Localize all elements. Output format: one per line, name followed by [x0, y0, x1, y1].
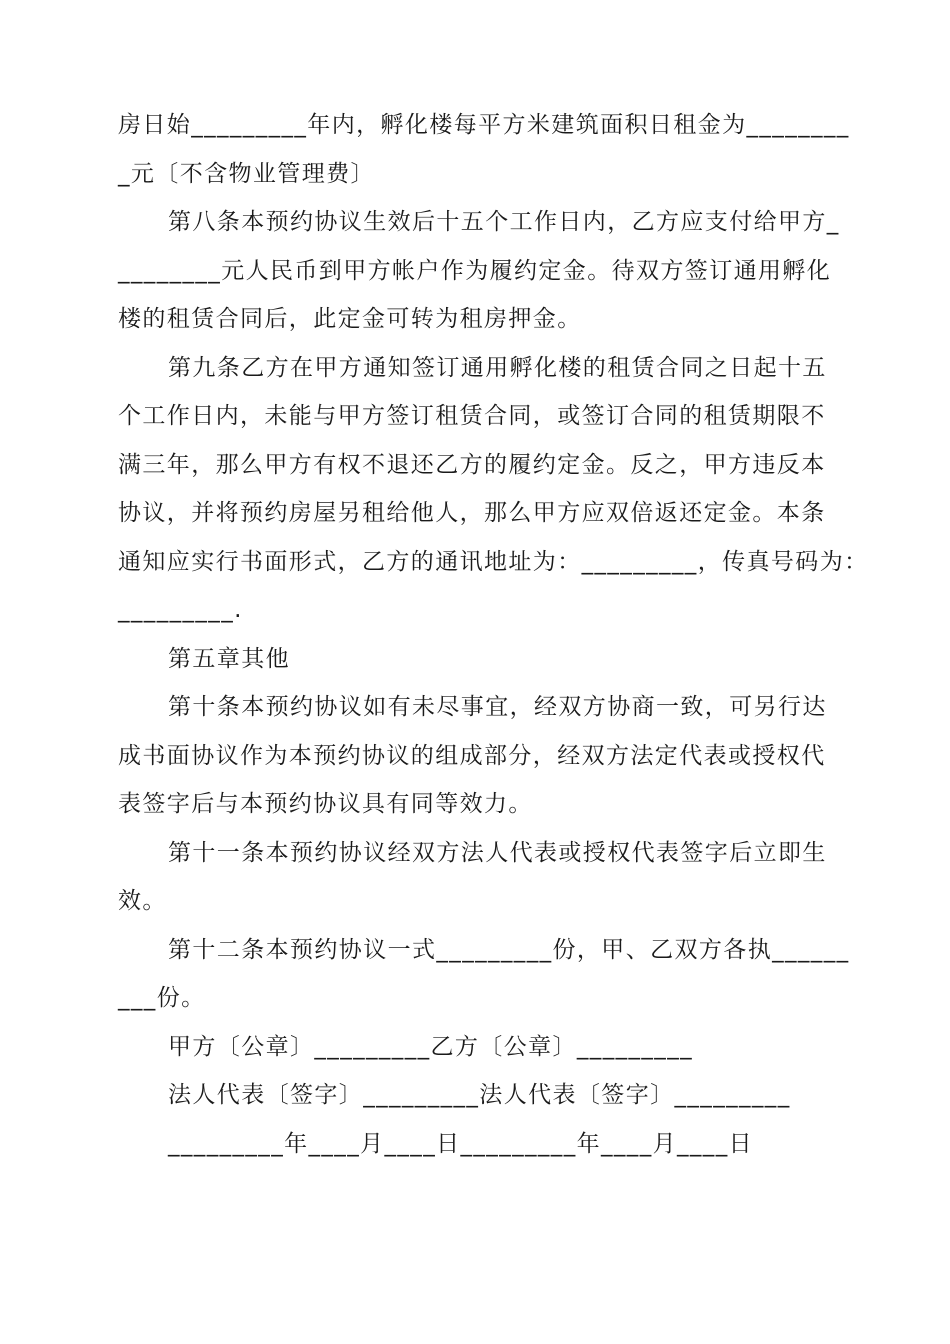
signature-line: 法人代表〔签字〕_________法人代表〔签字〕_________	[168, 1082, 791, 1108]
article-10-line-1: 第十条本预约协议如有未尽事宜，经双方协商一致，可另行达	[168, 694, 827, 720]
article-10-line-3: 表签字后与本预约协议具有同等效力。	[118, 791, 533, 817]
article-9-line-6: _________.	[118, 597, 243, 623]
article-12-line-1: 第十二条本预约协议一式_________份，甲、乙双方各执______	[168, 936, 850, 963]
seal-line: 甲方〔公章〕_________乙方〔公章〕_________	[168, 1033, 693, 1060]
article-8-line-3: 楼的租赁合同后，此定金可转为租房押金。	[118, 306, 582, 332]
article-12-line-2: ___份。	[118, 985, 206, 1011]
article-9-line-5: 通知应实行书面形式，乙方的通讯地址为：_________，传真号码为：	[118, 548, 869, 575]
text-line-2: _元〔不含物业管理费〕	[118, 160, 375, 187]
article-8-line-1: 第八条本预约协议生效后十五个工作日内，乙方应支付给甲方_	[168, 209, 840, 235]
article-8-line-2: ________元人民币到甲方帐户作为履约定金。待双方签订通用孵化	[118, 257, 832, 284]
article-11-line-1: 第十一条本预约协议经双方法人代表或授权代表签字后立即生	[168, 839, 827, 866]
document-page	[118, 101, 869, 1168]
date-line: _________年____月____日_________年____月____日	[168, 1130, 753, 1157]
article-10-line-2: 成书面协议作为本预约协议的组成部分，经双方法定代表或授权代	[118, 742, 826, 769]
article-9-line-2: 个工作日内，未能与甲方签订租赁合同，或签订合同的租赁期限不	[118, 403, 826, 429]
article-9-line-1: 第九条乙方在甲方通知签订通用孵化楼的租赁合同之日起十五	[168, 354, 827, 381]
article-11-line-2: 效。	[118, 888, 167, 914]
article-9-line-3: 满三年，那么甲方有权不退还乙方的履约定金。反之，甲方违反本	[118, 451, 826, 478]
chapter-5-heading: 第五章其他	[168, 645, 290, 672]
text-line-1: 房日始_________年内，孵化楼每平方米建筑面积日租金为________	[118, 112, 850, 138]
article-9-line-4: 协议，并将预约房屋另租给他人，那么甲方应双倍返还定金。本条	[118, 500, 826, 526]
